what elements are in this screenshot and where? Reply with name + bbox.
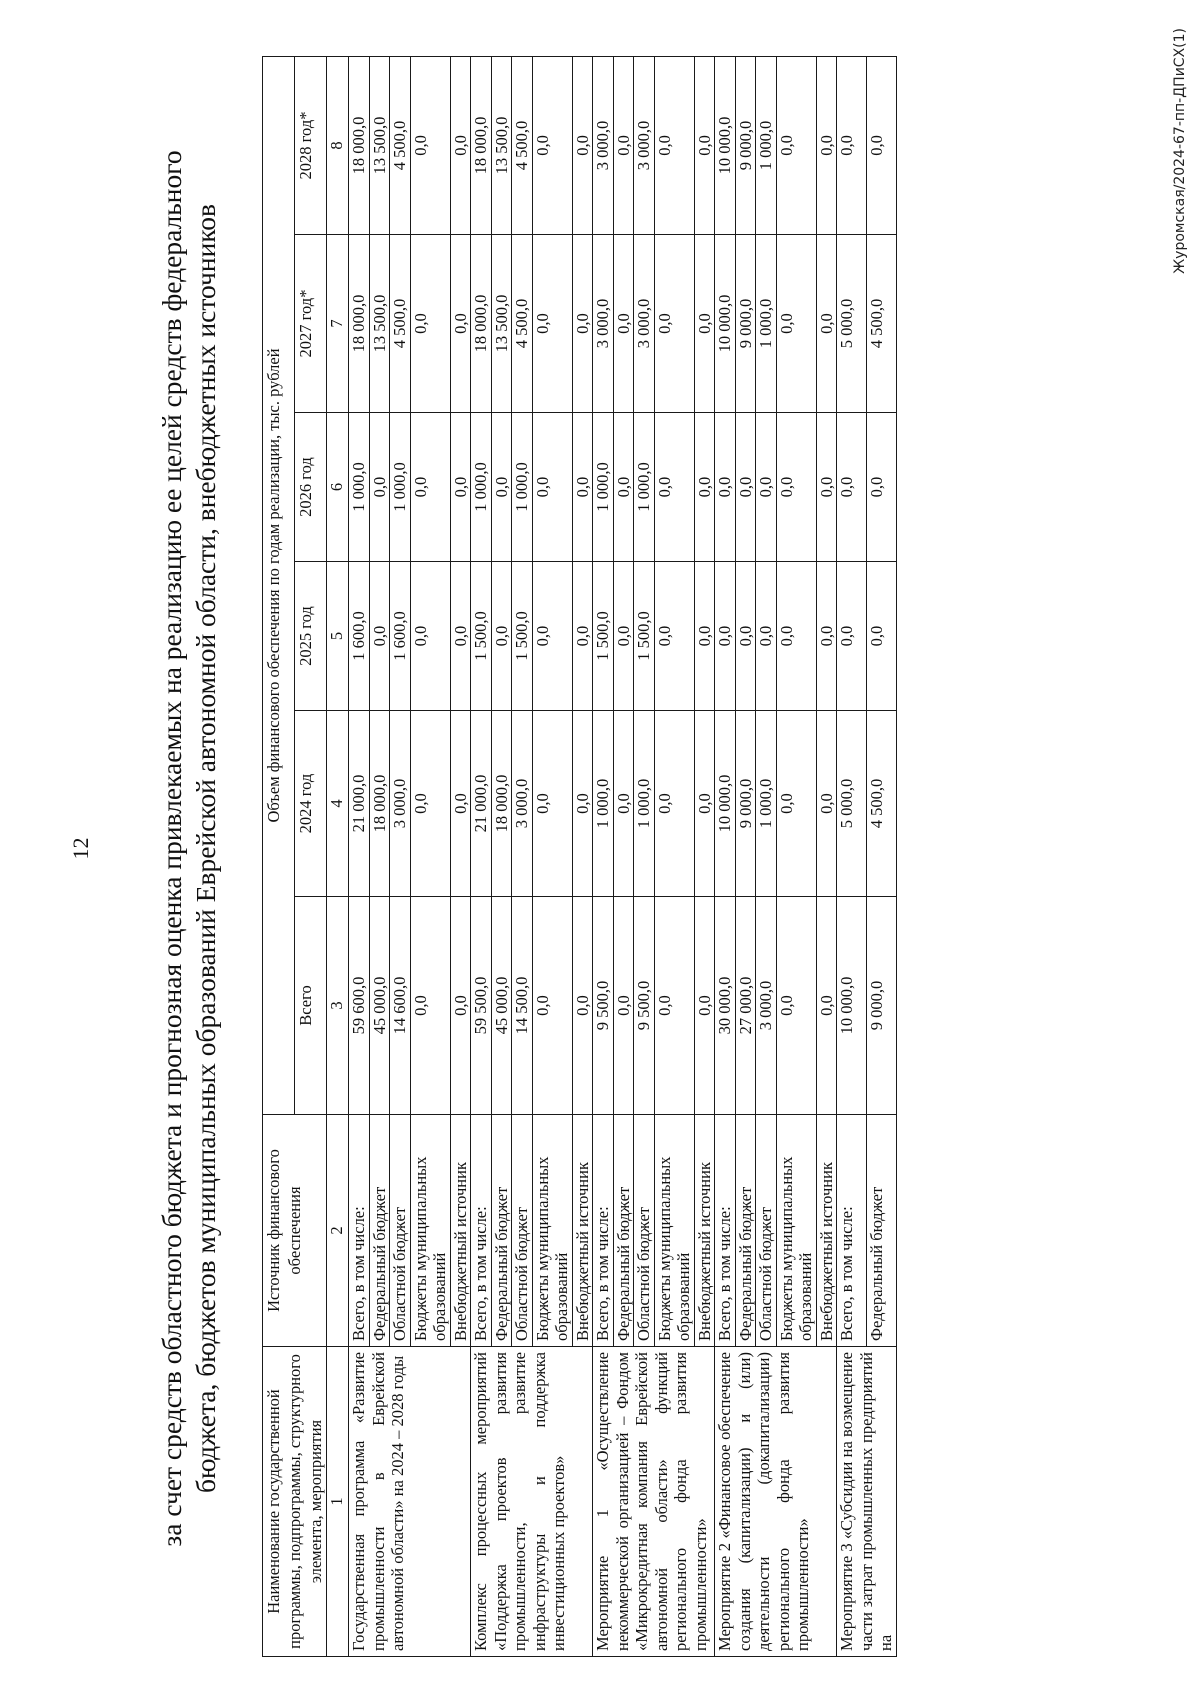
value-cell: 0,0 <box>776 235 816 413</box>
value-cell: 0,0 <box>694 56 715 234</box>
value-cell: 10 000,0 <box>715 235 736 413</box>
value-cell: 3 000,0 <box>593 235 614 413</box>
value-cell: 1 500,0 <box>593 562 614 711</box>
value-cell: 10 000,0 <box>837 897 867 1115</box>
value-cell: 18 000,0 <box>491 711 512 897</box>
value-cell: 0,0 <box>776 711 816 897</box>
table-row <box>715 56 736 1656</box>
value-cell: 0,0 <box>572 711 593 897</box>
value-cell: 0,0 <box>866 56 896 234</box>
value-cell: 1 000,0 <box>593 711 614 897</box>
value-cell: 0,0 <box>715 562 736 711</box>
value-cell: 0,0 <box>532 235 572 413</box>
value-cell: 4 500,0 <box>390 235 411 413</box>
value-cell: 4 500,0 <box>512 235 533 413</box>
value-cell: 0,0 <box>735 413 756 562</box>
value-cell: 21 000,0 <box>471 711 492 897</box>
source-cell: Областной бюджет <box>756 1115 777 1347</box>
document-heading <box>155 40 223 1657</box>
value-cell: 0,0 <box>694 413 715 562</box>
value-cell: 10 000,0 <box>715 711 736 897</box>
value-cell: 3 000,0 <box>390 711 411 897</box>
value-cell: 0,0 <box>450 235 471 413</box>
value-cell: 0,0 <box>613 711 634 897</box>
value-cell: 0,0 <box>410 897 450 1115</box>
table-body <box>327 56 897 1656</box>
column-number: 3 <box>327 897 349 1115</box>
column-number: 6 <box>327 413 349 562</box>
source-cell: Всего, в том числе: <box>715 1115 736 1347</box>
value-cell: 1 000,0 <box>471 413 492 562</box>
program-name-cell: Государственная программа «Развитие промышленности в Еврейской автономной области» на 2024 – 2028 годы <box>349 1347 471 1657</box>
header-source: Источник финансового обеспечения <box>263 1115 327 1347</box>
value-cell: 0,0 <box>613 413 634 562</box>
header-volume: Объем финансового обеспечения по годам реализации, тыс. рублей <box>263 56 295 1114</box>
value-cell: 45 000,0 <box>491 897 512 1115</box>
value-cell: 0,0 <box>654 235 694 413</box>
value-cell: 5 000,0 <box>837 235 867 413</box>
value-cell: 4 500,0 <box>512 56 533 234</box>
table-row <box>593 56 614 1656</box>
value-cell: 3 000,0 <box>756 897 777 1115</box>
value-cell: 59 500,0 <box>471 897 492 1115</box>
header-2025: 2025 год <box>295 562 327 711</box>
value-cell: 9 000,0 <box>735 711 756 897</box>
financing-table-container <box>262 57 897 1657</box>
header-total: Всего <box>295 897 327 1115</box>
source-cell: Областной бюджет <box>390 1115 411 1347</box>
value-cell: 0,0 <box>776 56 816 234</box>
value-cell: 9 000,0 <box>866 897 896 1115</box>
financing-table <box>262 56 897 1657</box>
value-cell: 0,0 <box>866 413 896 562</box>
value-cell: 1 000,0 <box>634 711 655 897</box>
column-number: 4 <box>327 711 349 897</box>
value-cell: 18 000,0 <box>349 235 370 413</box>
program-name-cell: Комплекс процессных мероприятий «Поддержка проектов развития промышленности, развитие инфраструктуры и поддержка инвестиционных проектов» <box>471 1347 593 1657</box>
value-cell: 1 000,0 <box>593 413 614 562</box>
value-cell: 0,0 <box>532 56 572 234</box>
program-name-cell: Мероприятие 2 «Финансовое обеспечение создания (капитализации) и (или) деятельности (докапитализации) регионального фонда развития промышленности» <box>715 1347 837 1657</box>
source-cell: Бюджеты муниципальных образований <box>654 1115 694 1347</box>
value-cell: 1 000,0 <box>756 56 777 234</box>
value-cell: 3 000,0 <box>634 56 655 234</box>
value-cell: 0,0 <box>450 711 471 897</box>
value-cell: 9 500,0 <box>634 897 655 1115</box>
source-cell: Всего, в том числе: <box>837 1115 867 1347</box>
heading-line-1: за счет средств областного бюджета и прогнозная оценка привлекаемых на реализацию ее целей средств федерального <box>156 150 187 1547</box>
column-number: 5 <box>327 562 349 711</box>
value-cell: 0,0 <box>776 413 816 562</box>
table-row <box>837 56 867 1656</box>
value-cell: 4 500,0 <box>866 235 896 413</box>
header-2024: 2024 год <box>295 711 327 897</box>
source-cell: Всего, в том числе: <box>593 1115 614 1347</box>
source-cell: Федеральный бюджет <box>613 1115 634 1347</box>
value-cell: 0,0 <box>491 413 512 562</box>
value-cell: 0,0 <box>837 562 867 711</box>
value-cell: 1 500,0 <box>512 562 533 711</box>
value-cell: 0,0 <box>572 562 593 711</box>
value-cell: 0,0 <box>654 562 694 711</box>
value-cell: 13 500,0 <box>491 56 512 234</box>
value-cell: 21 000,0 <box>349 711 370 897</box>
source-cell: Областной бюджет <box>512 1115 533 1347</box>
source-cell: Внебюджетный источник <box>450 1115 471 1347</box>
value-cell: 0,0 <box>816 413 837 562</box>
value-cell: 1 000,0 <box>512 413 533 562</box>
source-cell: Всего, в том числе: <box>471 1115 492 1347</box>
value-cell: 27 000,0 <box>735 897 756 1115</box>
value-cell: 0,0 <box>410 711 450 897</box>
value-cell: 0,0 <box>613 562 634 711</box>
value-cell: 0,0 <box>654 413 694 562</box>
value-cell: 3 000,0 <box>634 235 655 413</box>
heading-line-2: бюджета, бюджетов муниципальных образований Еврейской автономной области, внебюджетных источников <box>190 203 221 1494</box>
value-cell: 3 000,0 <box>593 56 614 234</box>
value-cell: 0,0 <box>572 56 593 234</box>
value-cell: 0,0 <box>694 562 715 711</box>
value-cell: 0,0 <box>532 413 572 562</box>
program-name-cell: Мероприятие 1 «Осуществление некоммерческой организацией – Фондом «Микрокредитная компания Еврейской автономной области» функций регионального фонда развития промышленности» <box>593 1347 715 1657</box>
value-cell: 0,0 <box>776 897 816 1115</box>
program-name-cell: Мероприятие 3 «Субсидии на возмещение части затрат промышленных предприятий на <box>837 1347 897 1657</box>
value-cell: 4 500,0 <box>866 711 896 897</box>
document-code: Журомская/2024-67-пп-ДПиСХ(1) <box>1172 28 1188 274</box>
value-cell: 0,0 <box>410 56 450 234</box>
value-cell: 0,0 <box>816 56 837 234</box>
value-cell: 0,0 <box>837 413 867 562</box>
value-cell: 0,0 <box>450 562 471 711</box>
value-cell: 0,0 <box>735 562 756 711</box>
value-cell: 1 000,0 <box>349 413 370 562</box>
source-cell: Всего, в том числе: <box>349 1115 370 1347</box>
column-number: 2 <box>327 1115 349 1347</box>
value-cell: 0,0 <box>613 235 634 413</box>
source-cell: Федеральный бюджет <box>491 1115 512 1347</box>
value-cell: 45 000,0 <box>369 897 390 1115</box>
value-cell: 14 600,0 <box>390 897 411 1115</box>
value-cell: 0,0 <box>654 56 694 234</box>
value-cell: 0,0 <box>756 413 777 562</box>
value-cell: 9 500,0 <box>593 897 614 1115</box>
column-number: 7 <box>327 235 349 413</box>
value-cell: 0,0 <box>694 711 715 897</box>
value-cell: 3 000,0 <box>512 711 533 897</box>
source-cell: Федеральный бюджет <box>866 1115 896 1347</box>
value-cell: 0,0 <box>776 562 816 711</box>
value-cell: 1 000,0 <box>634 413 655 562</box>
value-cell: 0,0 <box>410 562 450 711</box>
source-cell: Бюджеты муниципальных образований <box>410 1115 450 1347</box>
page-number: 12 <box>68 837 93 860</box>
source-cell: Внебюджетный источник <box>572 1115 593 1347</box>
source-cell: Бюджеты муниципальных образований <box>532 1115 572 1347</box>
value-cell: 1 500,0 <box>471 562 492 711</box>
value-cell: 0,0 <box>816 897 837 1115</box>
source-cell: Федеральный бюджет <box>369 1115 390 1347</box>
source-cell: Областной бюджет <box>634 1115 655 1347</box>
value-cell: 1 000,0 <box>756 235 777 413</box>
value-cell: 1 500,0 <box>634 562 655 711</box>
table-row <box>471 56 492 1656</box>
value-cell: 0,0 <box>572 897 593 1115</box>
source-cell: Внебюджетный источник <box>694 1115 715 1347</box>
source-cell: Бюджеты муниципальных образований <box>776 1115 816 1347</box>
column-number-row <box>327 56 349 1656</box>
value-cell: 13 500,0 <box>369 56 390 234</box>
value-cell: 0,0 <box>756 562 777 711</box>
header-name: Наименование государственной программы, подпрограммы, структурного элемента, мероприятия <box>263 1347 327 1657</box>
value-cell: 0,0 <box>572 413 593 562</box>
value-cell: 0,0 <box>491 562 512 711</box>
value-cell: 10 000,0 <box>715 56 736 234</box>
value-cell: 4 500,0 <box>390 56 411 234</box>
value-cell: 0,0 <box>450 56 471 234</box>
value-cell: 0,0 <box>572 235 593 413</box>
value-cell: 0,0 <box>816 562 837 711</box>
value-cell: 0,0 <box>694 235 715 413</box>
source-cell: Внебюджетный источник <box>816 1115 837 1347</box>
value-cell: 0,0 <box>532 562 572 711</box>
value-cell: 0,0 <box>450 897 471 1115</box>
header-row-1 <box>263 56 295 1656</box>
value-cell: 0,0 <box>410 235 450 413</box>
header-2026: 2026 год <box>295 413 327 562</box>
value-cell: 0,0 <box>613 897 634 1115</box>
value-cell: 0,0 <box>450 413 471 562</box>
value-cell: 13 500,0 <box>369 235 390 413</box>
value-cell: 0,0 <box>816 235 837 413</box>
value-cell: 18 000,0 <box>369 711 390 897</box>
value-cell: 0,0 <box>613 56 634 234</box>
value-cell: 0,0 <box>532 711 572 897</box>
value-cell: 0,0 <box>532 897 572 1115</box>
value-cell: 1 000,0 <box>390 413 411 562</box>
header-2027: 2027 год* <box>295 235 327 413</box>
source-cell: Федеральный бюджет <box>735 1115 756 1347</box>
value-cell: 1 600,0 <box>349 562 370 711</box>
value-cell: 18 000,0 <box>349 56 370 234</box>
value-cell: 0,0 <box>694 897 715 1115</box>
value-cell: 0,0 <box>866 562 896 711</box>
value-cell: 0,0 <box>369 413 390 562</box>
value-cell: 1 000,0 <box>756 711 777 897</box>
value-cell: 0,0 <box>654 897 694 1115</box>
table-row <box>349 56 370 1656</box>
value-cell: 0,0 <box>816 711 837 897</box>
value-cell: 5 000,0 <box>837 711 867 897</box>
column-number: 1 <box>327 1347 349 1657</box>
value-cell: 18 000,0 <box>471 56 492 234</box>
value-cell: 59 600,0 <box>349 897 370 1115</box>
value-cell: 0,0 <box>837 56 867 234</box>
value-cell: 13 500,0 <box>491 235 512 413</box>
value-cell: 0,0 <box>654 711 694 897</box>
value-cell: 0,0 <box>410 413 450 562</box>
value-cell: 0,0 <box>369 562 390 711</box>
value-cell: 18 000,0 <box>471 235 492 413</box>
value-cell: 30 000,0 <box>715 897 736 1115</box>
column-number: 8 <box>327 56 349 234</box>
value-cell: 9 000,0 <box>735 235 756 413</box>
value-cell: 14 500,0 <box>512 897 533 1115</box>
value-cell: 0,0 <box>715 413 736 562</box>
value-cell: 1 600,0 <box>390 562 411 711</box>
header-2028: 2028 год* <box>295 56 327 234</box>
value-cell: 9 000,0 <box>735 56 756 234</box>
